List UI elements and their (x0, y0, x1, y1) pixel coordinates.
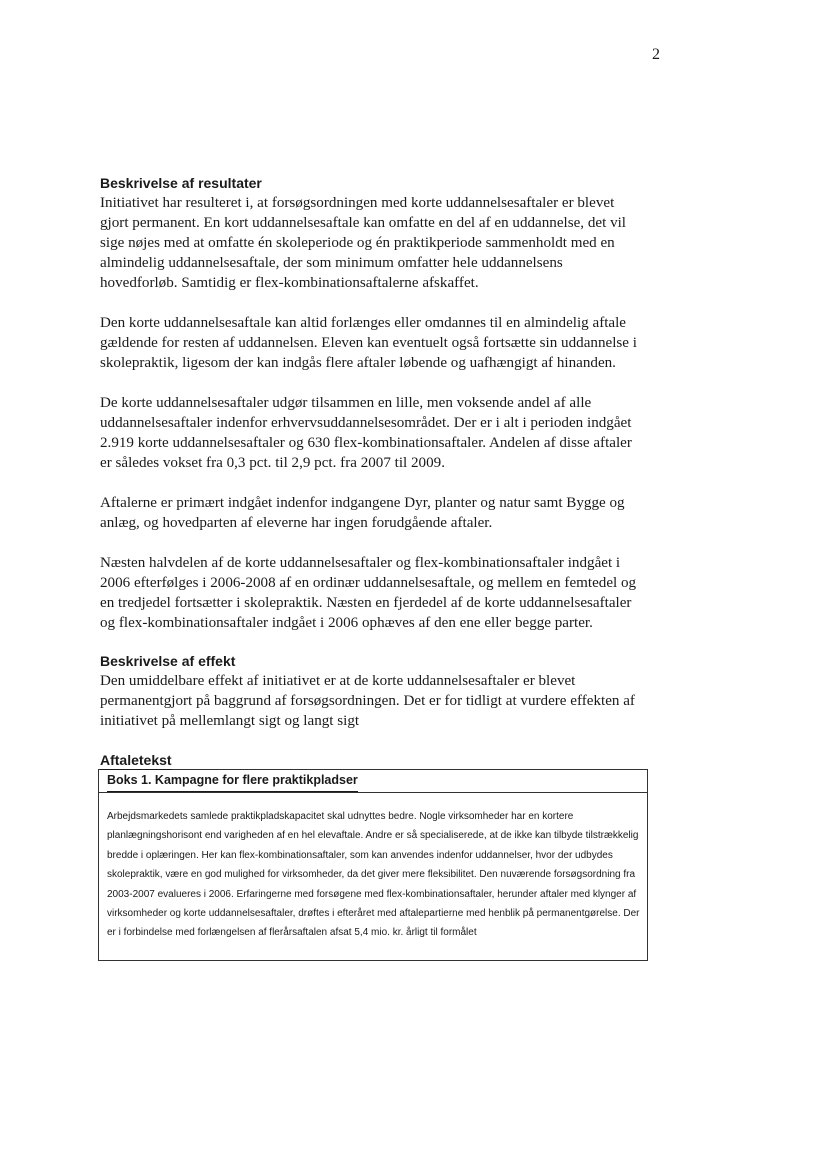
section-heading-resultater: Beskrivelse af resultater (100, 175, 262, 191)
paragraph: Aftalerne er primært indgået indenfor indgangene Dyr, planter og natur samt Bygge og anlæg, og hovedparten af eleverne har ingen forudgående aftaler. (100, 495, 625, 531)
info-box (98, 769, 648, 961)
document-body (100, 173, 640, 961)
paragraph: Næsten halvdelen af de korte uddannelsesaftaler og flex-kombinationsaftaler indgået i 2006 efterfølges i 2006-2008 af en ordinær uddannelsesaftale, og mellem en femtedel og en tredjedel fortsætter i skolepraktik. Næsten en fjerdedel af de korte uddannelsesaftaler og flex-kombinationsaftaler indgået i 2006 ophæves af den ene eller begge parter. (100, 555, 637, 631)
paragraph: De korte uddannelsesaftaler udgør tilsammen en lille, men voksende andel af alle uddannelsesaftaler indenfor erhvervsuddannelsesområdet. Der er i alt i perioden indgået 2.919 korte uddannelsesaftaler og 630 flex-kombinationsaftaler. Andelen af disse aftaler er således vokset fra 0,3 pct. til 2,9 pct. fra 2007 til 2009. (100, 395, 632, 471)
info-box-title: Boks 1. Kampagne for flere praktikpladser (107, 770, 358, 792)
info-box-body: Arbejdsmarkedets samlede praktikpladskapacitet skal udnyttes bedre. Nogle virksomheder har en kortere planlægningshorisont end varigheden af en hel elevaftale. Andre er så specialiserede, at de ikke kan tilbyde tilstrækkelig bredde i oplæringen. Her kan flex-kombinationsaftaler, som kan anvendes indenfor uddannelser, hvor der udbydes skolepraktik, være en god mulighed for virksomheder, da det giver mere fleksibilitet. Den nuværende forsøgsordning fra 2003-2007 evalueres i 2006. Erfaringerne med forsøgene med flex-kombinationsaftaler, herunder aftaler med klynger af virksomheder og korte uddannelsesaftaler, drøftes i efteråret med aftalepartierne med henblik på permanentgørelse. Der er i forbindelse med forlængelsen af flerårsaftalen afsat 5,4 mio. kr. årligt til formålet (107, 811, 640, 939)
section-heading-effekt: Beskrivelse af effekt (100, 653, 236, 669)
paragraph: Den korte uddannelsesaftale kan altid forlænges eller omdannes til en almindelig aftale gældende for resten af uddannelsen. Eleven kan eventuelt også fortsætte sin uddannelse i skolepraktik, ligesom der kan indgås flere aftaler løbende og uafhængigt af hinanden. (100, 315, 637, 371)
section-heading-aftaletekst: Aftaletekst (100, 752, 172, 768)
paragraph: Initiativet har resulteret i, at forsøgsordningen med korte uddannelsesaftaler er blevet gjort permanent. En kort uddannelsesaftale kan omfatte en del af en uddannelse, det vil sige nøjes med at omfatte én skoleperiode og én praktikperiode sammenholdt med en almindelig uddannelsesaftale, der som minimum omfatter hele uddannelsens hovedforløb. Samtidig er flex-kombinationsaftalerne afskaffet. (100, 195, 626, 291)
page-number: 2 (652, 46, 660, 63)
paragraph: Den umiddelbare effekt af initiativet er at de korte uddannelsesaftaler er blevet permanentgjort på baggrund af forsøgsordningen. Det er for tidligt at vurdere effekten af initiativet på mellemlangt sigt og langt sigt (100, 673, 635, 729)
info-box-header (99, 770, 647, 793)
